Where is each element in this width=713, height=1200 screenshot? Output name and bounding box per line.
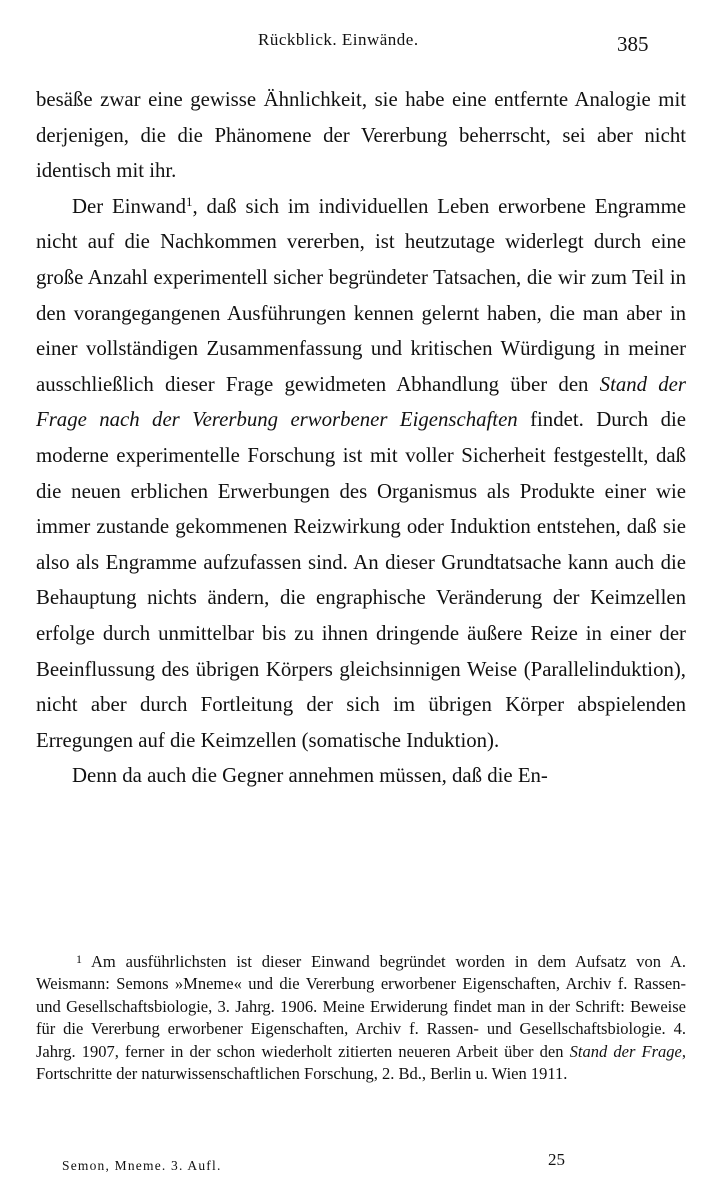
footnote-block <box>36 951 686 1085</box>
sheet-number: 25 <box>548 1150 565 1169</box>
footnote-cited-title: Stand der Frage <box>569 1041 682 1061</box>
footnote-1 <box>36 951 686 1085</box>
page-number: 385 <box>617 32 649 56</box>
running-header: Rückblick. Einwände. <box>258 30 419 49</box>
footnote-number: 1 <box>76 952 82 966</box>
paragraph-2-part-3: findet. Durch die moderne experimentelle Forschung ist mit voller Sicherheit festgestellt, daß die neuen erblichen Erwerbungen des Organismus als Produkte einer wie immer zustande gekommenen Reizwirkung oder Induktion entstehen, daß sie also als Engramme aufzufassen sind. An dieser Grundtatsache kann auch die Behauptung nichts ändern, die engraphische Veränderung der Keimzellen erfolge durch unmittelbar bis zu ihnen dringende äußere Reize in einer der Beeinflussung des übrigen Körpers gleichsinnigen Weise (Parallelinduktion), nicht aber durch Fortleitung der sich im übrigen Körper abspielenden Erregungen auf die Keimzellen (somatische Induktion). <box>36 408 686 752</box>
footnote-part-1: Am ausführlichsten ist dieser Einwand begründet worden in dem Aufsatz von A. Weismann: Semons »Mneme« und die Vererbung erworbener Eigenschaften, Archiv f. Rassen- und Gesellschaftsbiologie, 3. Jahrg. 1906. Meine Erwiderung findet man in der Schrift: Beweise für die Vererbung erworbener Eigenschaften, Archiv f. Rassen- und Gesellschaftsbiologie. 4. Jahrg. 1907, ferner in der schon wiederholt zitierten neueren Arbeit über den <box>36 952 686 1061</box>
paragraph-1: besäße zwar eine gewisse Ähnlichkeit, sie habe eine entfernte Analogie mit derjenigen, die die Phänomene der Vererbung beherrscht, sei aber nicht identisch mit ihr. <box>36 88 686 183</box>
cited-title: Stand der Frage nach der Vererbung erworbener Eigenschaften <box>36 372 686 432</box>
paragraph-2-part-1: Der Einwand <box>72 194 186 218</box>
footnote-reference: 1 <box>185 193 193 209</box>
paragraph-3: Denn da auch die Gegner annehmen müssen, daß die En- <box>72 764 548 788</box>
paragraph-2-part-2: , daß sich im individuellen Leben erworbene Engramme nicht auf die Nachkommen vererben, ist heutzutage widerlegt durch eine große Anzahl experimentell sicher begründeter Tatsachen, die wir zum Teil in den vorangegangenen Ausführungen kennen gelernt haben, die man aber in einer vollständigen Zusammenfassung und kritischen Würdigung in meiner ausschließlich dieser Frage gewidmeten Abhandlung über den <box>36 194 686 396</box>
footnote-part-2: , Fortschritte der naturwissenschaftlichen Forschung, 2. Bd., Berlin u. Wien 1911. <box>36 1041 686 1084</box>
paragraph-2 <box>36 189 686 759</box>
printer-signature: Semon, Mneme. 3. Aufl. <box>62 1158 222 1173</box>
main-text <box>36 82 686 794</box>
